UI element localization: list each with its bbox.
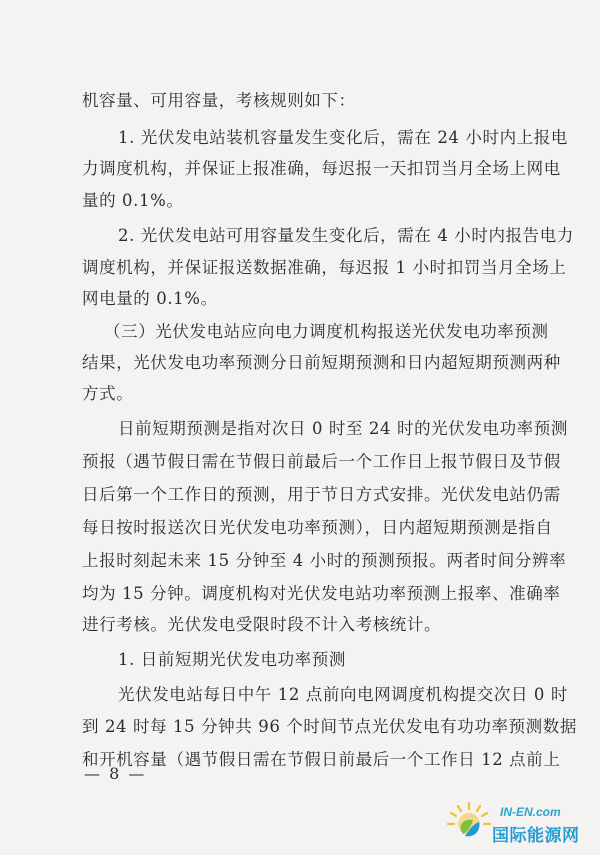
text-line: 均为 15 分钟。调度机构对光伏发电站功率预测上报率、准确率 bbox=[82, 584, 561, 603]
watermark-site: IN-EN.com bbox=[500, 805, 561, 819]
text-line: 1. 日前短期光伏发电功率预测 bbox=[118, 650, 346, 669]
text-line: 预报（遇节假日需在节假日前最后一个工作日上报节假日及节假 bbox=[82, 452, 561, 471]
text-line: 网电量的 0.1%。 bbox=[82, 289, 218, 308]
text-line: 进行考核。光伏发电受限时段不计入考核统计。 bbox=[82, 615, 442, 634]
text-line: 量的 0.1%。 bbox=[82, 191, 184, 210]
text-line: 每日按时报送次日光伏发电功率预测），日内超短期预测是指自 bbox=[82, 518, 553, 537]
text-line: 力调度机构，并保证上报准确，每迟报一天扣罚当月全场上网电 bbox=[82, 159, 561, 178]
text-line: 2. 光伏发电站可用容量发生变化后，需在 4 小时内报告电力 bbox=[118, 226, 574, 245]
text-line: 和开机容量（遇节假日需在节假日前最后一个工作日 12 点前上 bbox=[82, 750, 561, 769]
text-line: 到 24 时每 15 分钟共 96 个时间节点光伏发电有功功率预测数据 bbox=[82, 717, 577, 736]
text-line: 1. 光伏发电站装机容量发生变化后，需在 24 小时内上报电 bbox=[118, 128, 568, 147]
text-line: 上报时刻起未来 15 分钟至 4 小时的预测预报。两者时间分辨率 bbox=[82, 551, 567, 570]
text-line: 方式。 bbox=[82, 384, 134, 403]
text-line: 日后第一个工作日的预测，用于节日方式安排。光伏发电站仍需 bbox=[82, 485, 561, 504]
text-line: 日前短期预测是指对次日 0 时至 24 时的光伏发电功率预测 bbox=[118, 419, 568, 438]
text-line: 结果，光伏发电功率预测分日前短期预测和日内超短期预测两种 bbox=[82, 353, 561, 372]
watermark-logo bbox=[442, 799, 592, 849]
text-line: 机容量、可用容量，考核规则如下： bbox=[82, 91, 356, 110]
text-line: 调度机构，并保证报送数据准确，每迟报 1 小时扣罚当月全场上 bbox=[82, 258, 567, 277]
sun-leaf-logo-icon bbox=[442, 799, 496, 849]
text-line: 光伏发电站每日中午 12 点前向电网调度机构提交次日 0 时 bbox=[118, 685, 568, 704]
watermark-name: 国际能源网 bbox=[492, 826, 580, 846]
text-line: （三）光伏发电站应向电力调度机构报送光伏发电功率预测 bbox=[104, 322, 549, 341]
page-number: — 8 — bbox=[84, 764, 147, 783]
